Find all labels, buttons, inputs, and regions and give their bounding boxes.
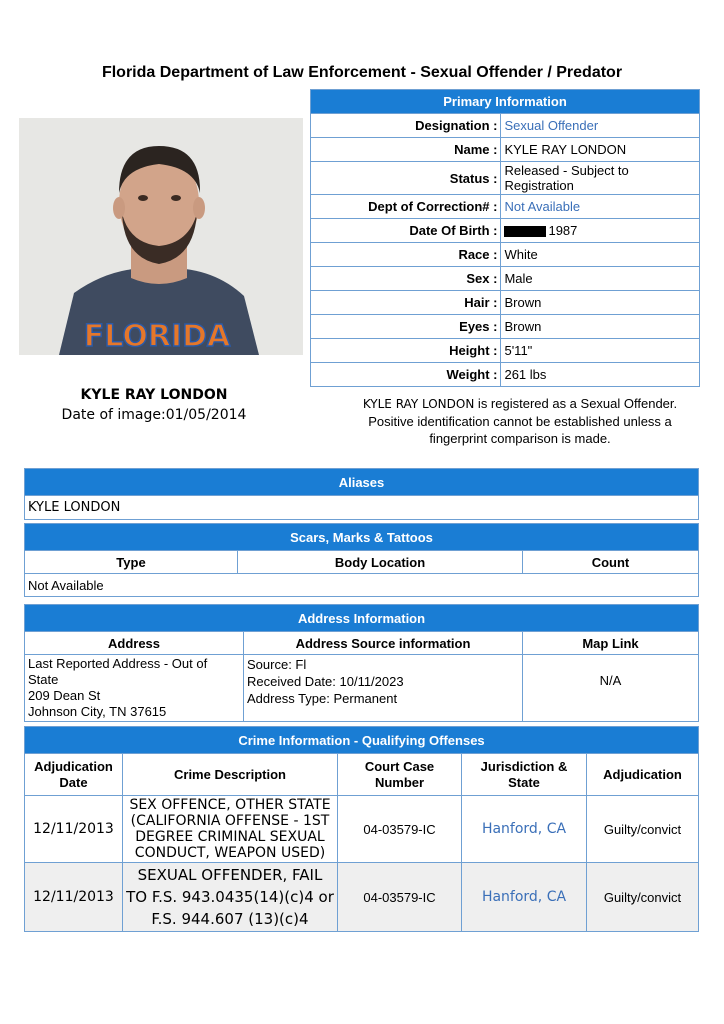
designation-value[interactable]: Sexual Offender xyxy=(501,114,700,138)
date-label: Date of image: xyxy=(61,407,166,423)
address-line-3: Johnson City, TN 37615 xyxy=(28,704,167,719)
page-title: Florida Department of Law Enforcement - Sexual Offender / Predator xyxy=(101,64,623,81)
crime-col-case: Court Case Number xyxy=(338,754,462,796)
redaction-bar xyxy=(504,226,546,237)
address-table xyxy=(24,604,699,722)
primary-info-header: Primary Information xyxy=(311,90,700,114)
address-col-address: Address xyxy=(25,632,244,655)
crime-row xyxy=(25,796,699,863)
scars-col-type: Type xyxy=(25,551,238,574)
address-line-1: Last Reported Address - Out of State xyxy=(28,656,208,687)
crime-table xyxy=(24,726,699,932)
sex-value: Male xyxy=(501,267,700,291)
scars-table xyxy=(24,523,699,597)
registration-text-2: Positive identification cannot be established unless a xyxy=(368,414,672,429)
crime-col-description: Crime Description xyxy=(123,754,338,796)
crime-col-jurisdiction: Jurisdiction & State xyxy=(462,754,587,796)
alias-item: KYLE LONDON xyxy=(25,496,699,520)
offender-photo xyxy=(19,118,303,355)
sex-label: Sex : xyxy=(311,267,501,291)
map-link: N/A xyxy=(523,655,699,722)
crime-col-date: Adjudication Date xyxy=(25,754,123,796)
crime-adjudication: Guilty/convict xyxy=(587,796,699,863)
race-label: Race : xyxy=(311,243,501,267)
address-line-2: 209 Dean St xyxy=(28,688,101,703)
photo-caption-name: KYLE RAY LONDON xyxy=(80,387,228,403)
registration-text-1: is registered as a Sexual Offender. xyxy=(474,396,678,411)
hair-value: Brown xyxy=(501,291,700,315)
name-label: Name : xyxy=(311,138,501,162)
weight-value: 261 lbs xyxy=(501,363,700,387)
address-header: Address Information xyxy=(25,605,699,632)
address-received-date: Received Date: 10/11/2023 xyxy=(247,674,404,689)
height-label: Height : xyxy=(311,339,501,363)
crime-case: 04-03579-IC xyxy=(338,796,462,863)
dob-cell xyxy=(501,219,700,243)
scars-col-count: Count xyxy=(523,551,699,574)
race-value: White xyxy=(501,243,700,267)
hair-label: Hair : xyxy=(311,291,501,315)
aliases-table xyxy=(24,468,699,520)
primary-info-table xyxy=(310,89,700,387)
scars-header: Scars, Marks & Tattoos xyxy=(25,524,699,551)
registration-note xyxy=(330,395,710,447)
doc-number-label: Dept of Correction# : xyxy=(311,195,501,219)
crime-header: Crime Information - Qualifying Offenses xyxy=(25,727,699,754)
doc-number-value[interactable]: Not Available xyxy=(501,195,700,219)
scars-empty: Not Available xyxy=(25,574,699,597)
eyes-label: Eyes : xyxy=(311,315,501,339)
date-value: 01/05/2014 xyxy=(165,407,247,423)
crime-date: 12/11/2013 xyxy=(25,796,123,863)
shirt-text: FLORIDA xyxy=(83,319,231,354)
designation-label: Designation : xyxy=(311,114,501,138)
dob-label: Date Of Birth : xyxy=(311,219,501,243)
aliases-header: Aliases xyxy=(25,469,699,496)
crime-description: SEX OFFENCE, OTHER STATE (CALIFORNIA OFFENSE - 1ST DEGREE CRIMINAL SEXUAL CONDUCT, WEAPON USED) xyxy=(123,796,338,863)
address-col-source: Address Source information xyxy=(244,632,523,655)
crime-jurisdiction[interactable]: Hanford, CA xyxy=(462,796,587,863)
status-value: Released - Subject to Registration xyxy=(501,162,700,195)
status-label: Status : xyxy=(311,162,501,195)
registration-name: KYLE RAY LONDON xyxy=(362,397,475,411)
crime-description: SEXUAL OFFENDER, FAIL TO F.S. 943.0435(14)(c)4 or F.S. 944.607 (13)(c)4 xyxy=(123,863,338,932)
address-col-map: Map Link xyxy=(523,632,699,655)
crime-adjudication: Guilty/convict xyxy=(587,863,699,932)
crime-date: 12/11/2013 xyxy=(25,863,123,932)
address-source-cell xyxy=(244,655,523,722)
crime-jurisdiction[interactable]: Hanford, CA xyxy=(462,863,587,932)
crime-row xyxy=(25,863,699,932)
crime-case: 04-03579-IC xyxy=(338,863,462,932)
scars-col-location: Body Location xyxy=(238,551,523,574)
eyes-value: Brown xyxy=(501,315,700,339)
address-cell xyxy=(25,655,244,722)
registration-text-3: fingerprint comparison is made. xyxy=(429,431,611,446)
name-value: KYLE RAY LONDON xyxy=(501,138,700,162)
address-type: Address Type: Permanent xyxy=(247,691,398,706)
height-value: 5'11" xyxy=(501,339,700,363)
dob-value: 1987 xyxy=(548,223,578,238)
crime-col-adjudication: Adjudication xyxy=(587,754,699,796)
weight-label: Weight : xyxy=(311,363,501,387)
address-source: Source: Fl xyxy=(247,657,307,672)
photo-caption-date xyxy=(19,407,289,423)
